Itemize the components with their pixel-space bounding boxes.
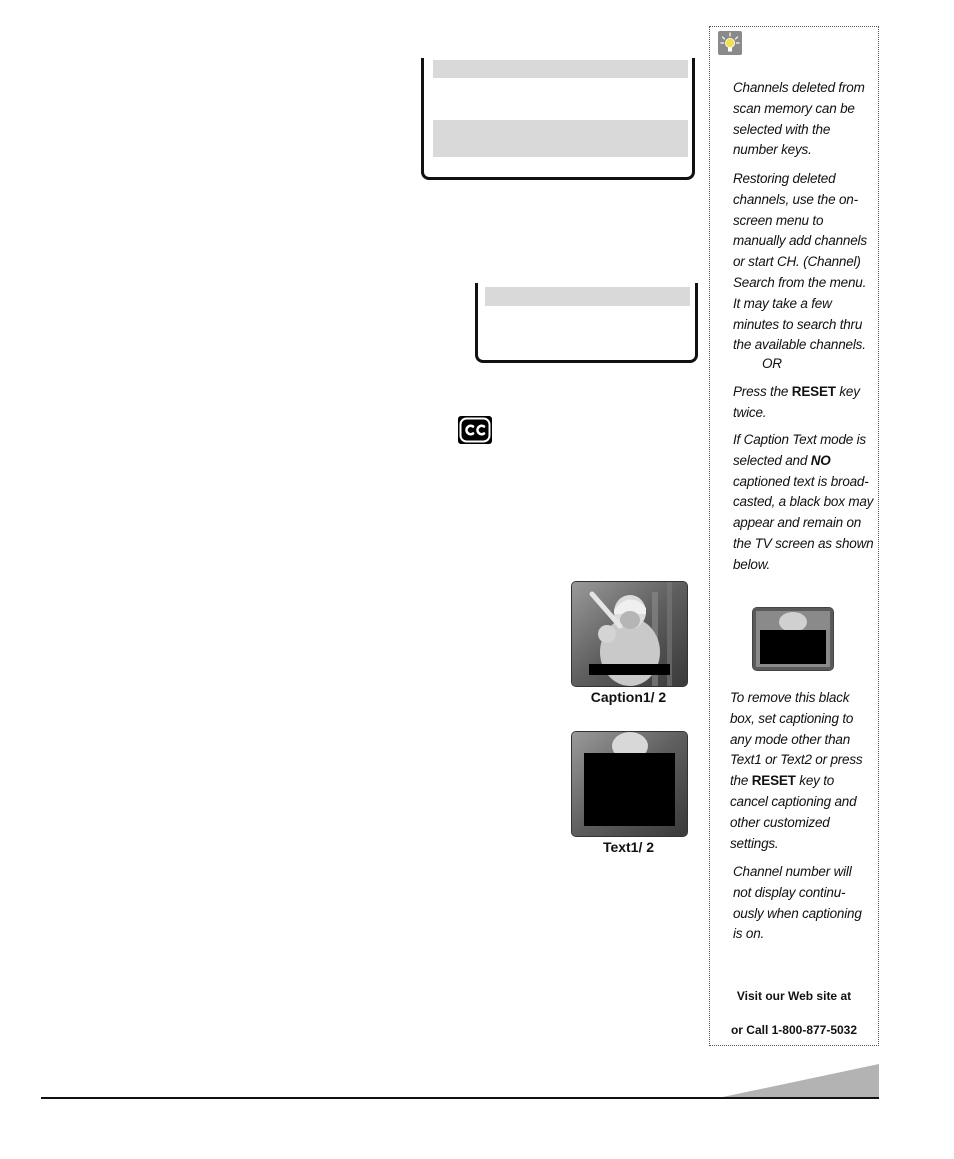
menu-screen-box: [475, 283, 698, 363]
tip-restoring-channels: Restoring deleted channels, use the on-screen menu to manually add channels or start CH. (Channel) Search from the menu. It may take a few minutes to search thru the available channels.: [733, 171, 867, 353]
reset-key-label: RESET: [751, 773, 796, 789]
menu-highlight-bar: [485, 287, 690, 306]
text-mode-example-image: [571, 731, 688, 837]
phone-text: or Call 1-800-877-5032: [730, 1023, 858, 1037]
tip-or-separator: OR: [762, 356, 782, 371]
menu-highlight-bar: [433, 120, 688, 157]
reset-key-label: RESET: [791, 384, 836, 399]
no-emphasis: NO: [810, 452, 831, 468]
tip-caption-text-mode: If Caption Text mode is selected and NO captioned text is broad-casted, a black box may appear and remain on the TV screen as shown below.: [733, 432, 874, 572]
text-mode-label: Text1/ 2: [602, 839, 655, 855]
website-text: Visit our Web site at: [736, 989, 852, 1003]
tip-remove-black-box: To remove this black box, set captioning to any mode other than Text1 or Text2 or press the RESET key to cancel captioning and other customized settings.: [730, 690, 863, 851]
tip-deleted-channels: Channels deleted from scan memory can be selected with the number keys.: [733, 80, 865, 158]
caption-mode-label: Caption1/ 2: [590, 689, 667, 705]
menu-screen-box: [421, 58, 695, 180]
page-corner-tab: [718, 1064, 879, 1098]
tip-channel-number: Channel number will not display continu-ously when captioning is on.: [733, 864, 862, 942]
footer-rule: [41, 1097, 879, 1099]
lightbulb-icon: [718, 31, 742, 55]
caption-mode-example-image: [571, 581, 688, 687]
menu-highlight-bar: [433, 60, 688, 78]
black-box-example-image: [752, 607, 834, 671]
tip-reset-key: Press the RESET key twice.: [733, 384, 860, 420]
cc-icon: [458, 416, 492, 444]
